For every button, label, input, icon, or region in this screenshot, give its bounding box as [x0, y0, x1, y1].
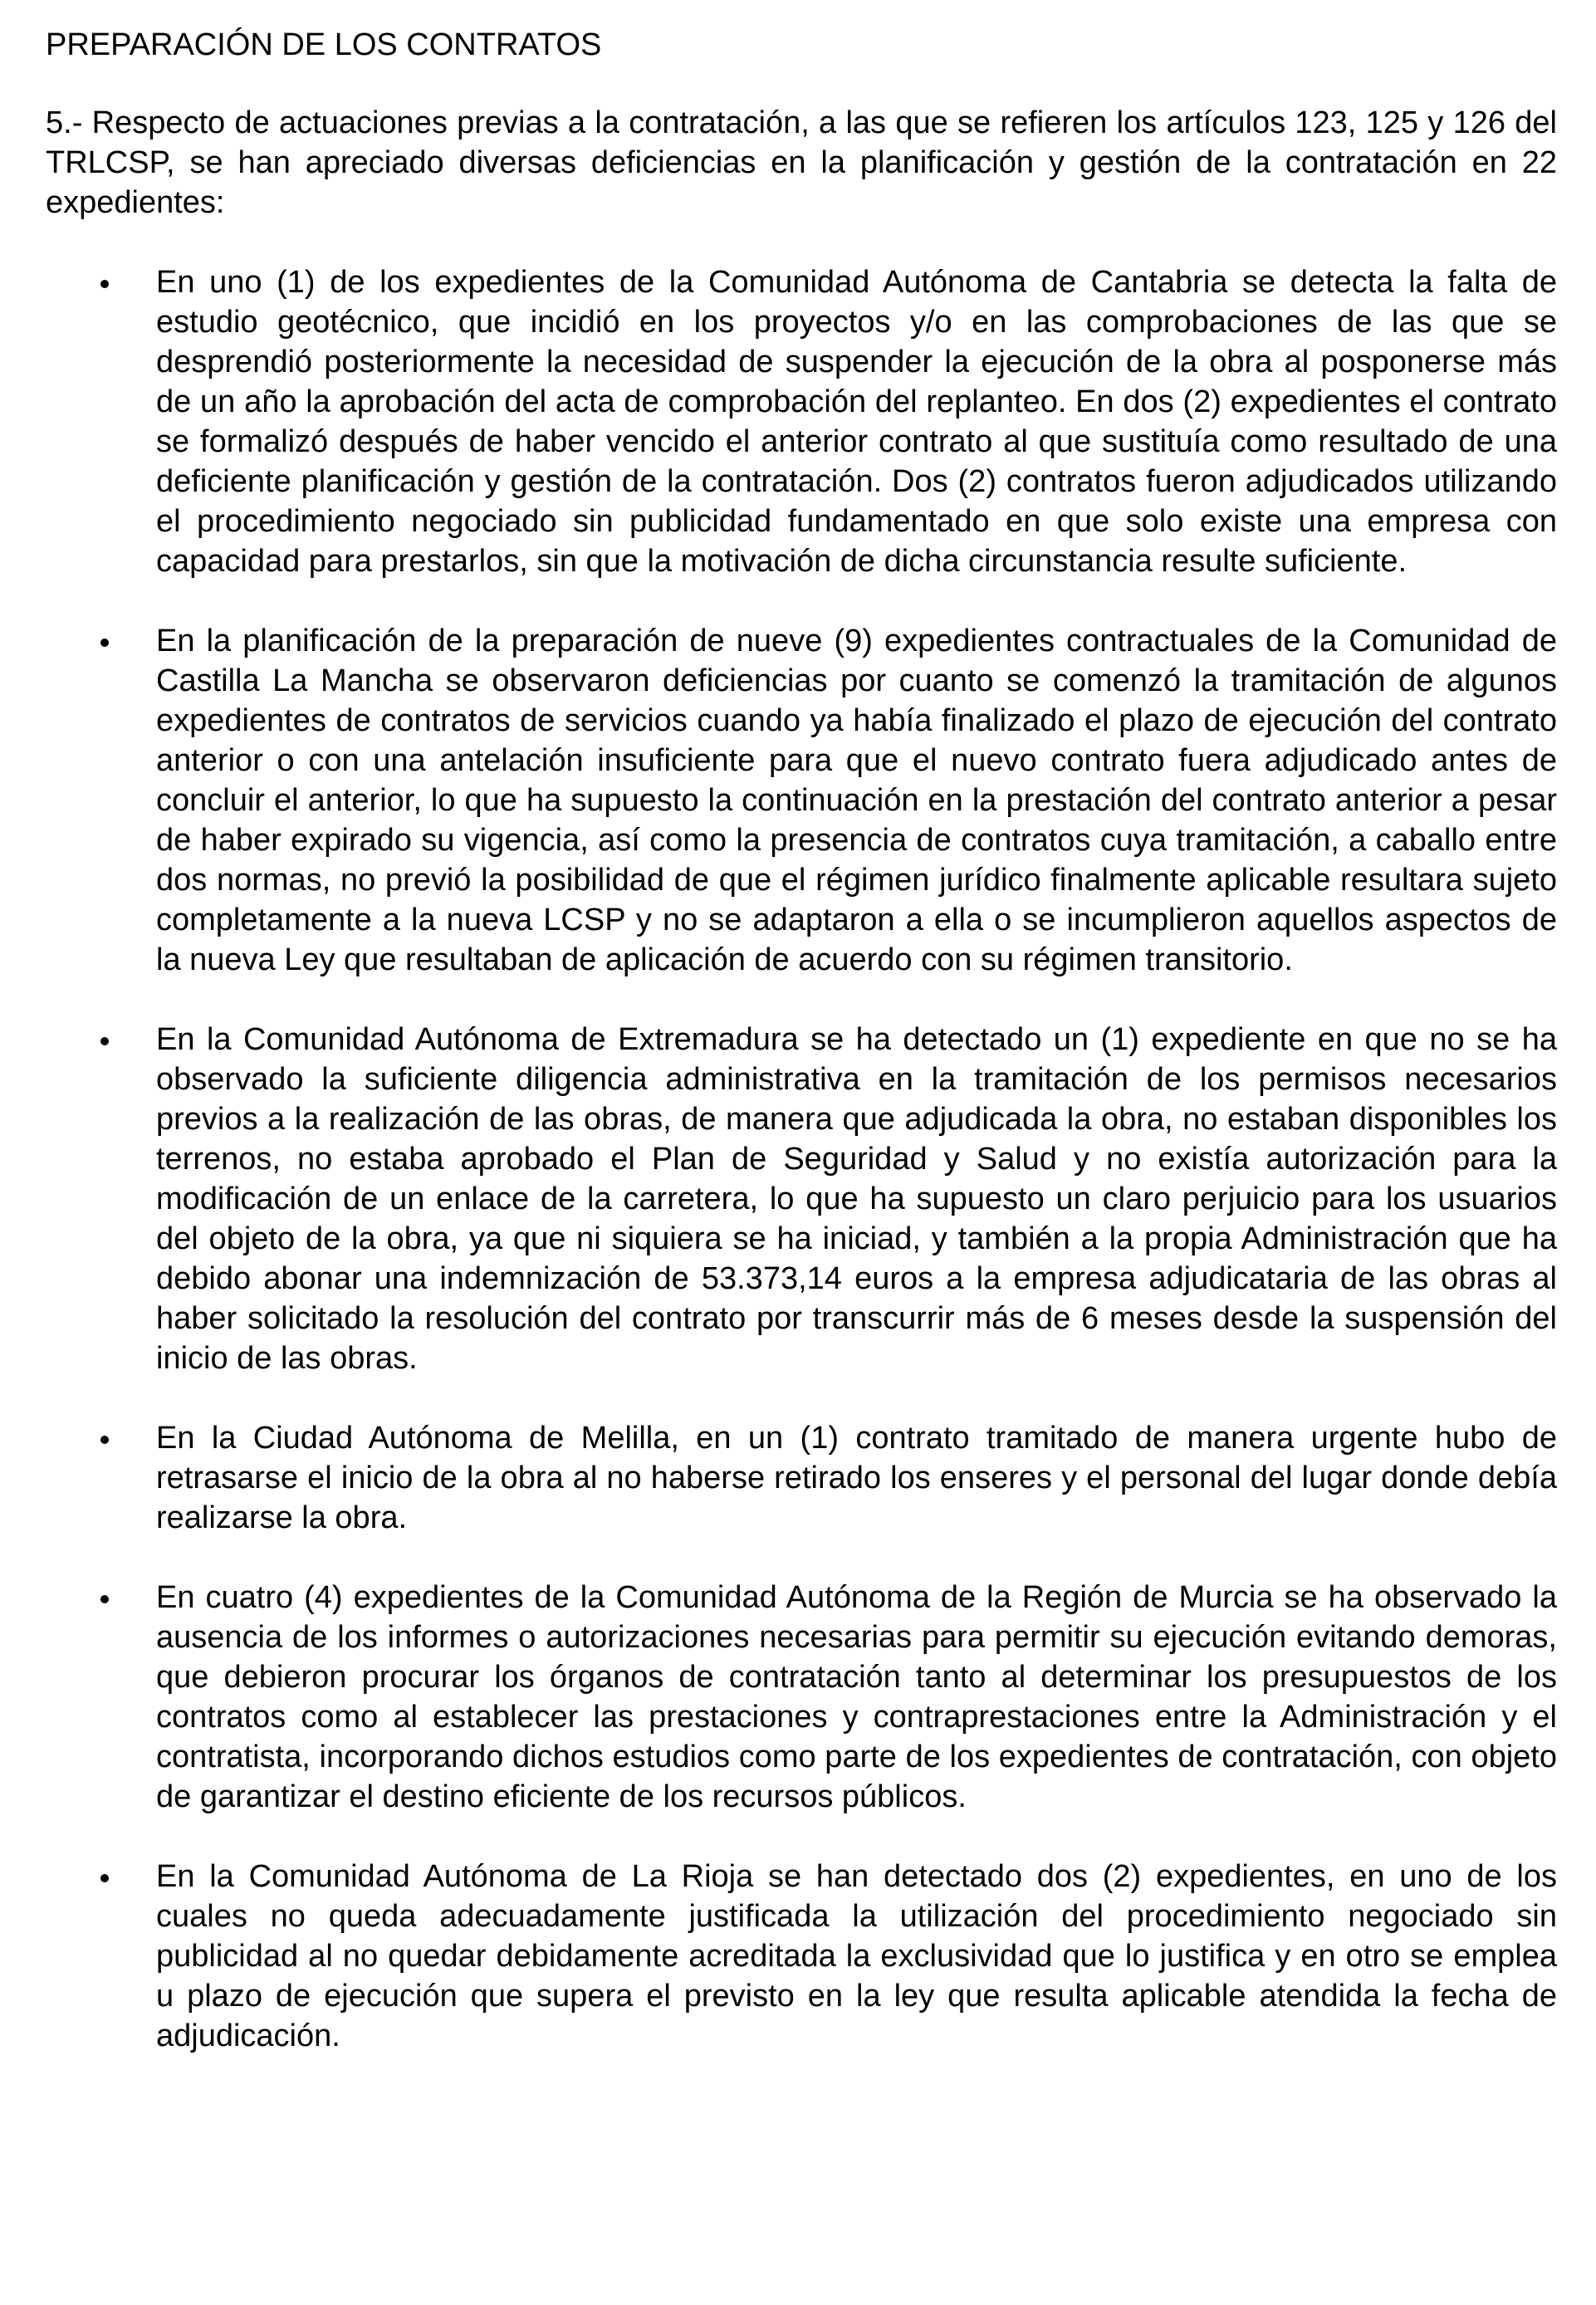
bullet-item-cantabria	[46, 262, 1557, 581]
bullet-icon	[100, 1874, 109, 1882]
bullet-text: En la Ciudad Autónoma de Melilla, en un (1) contrato tramitado de manera urgente hubo de retrasarse el inicio de la obra al no haberse retirado los enseres y el personal del lugar donde debía realizarse la obra.	[156, 1421, 1557, 1535]
bullet-list	[46, 262, 1557, 2056]
bullet-icon	[100, 280, 109, 288]
bullet-item-la-rioja	[46, 1857, 1557, 2056]
bullet-icon	[100, 1436, 109, 1444]
bullet-text: En la Comunidad Autónoma de Extremadura se ha detectado un (1) expediente en que no se ha observado la suficiente diligencia administrativa en la tramitación de los permisos necesarios previos a la realización de las obras, de manera que adjudicada la obra, no estaban disponibles los terrenos, no estaba aprobado el Plan de Seguridad y Salud y no existía autorización para la modificación de un enlace de la carretera, lo que ha supuesto un claro perjuicio para los usuarios del objeto de la obra, ya que ni siquiera se ha iniciad, y también a la propia Administración que ha debido abonar una indemnización de 53.373,14 euros a la empresa adjudicataria de las obras al haber solicitado la resolución del contrato por transcurrir más de 6 meses desde la suspensión del inicio de las obras.	[156, 1022, 1557, 1376]
section-heading: PREPARACIÓN DE LOS CONTRATOS	[46, 27, 602, 62]
bullet-icon	[100, 1595, 109, 1603]
bullet-item-melilla	[46, 1418, 1557, 1538]
bullet-text: En uno (1) de los expedientes de la Comunidad Autónoma de Cantabria se detecta la falta de estudio geotécnico, que incidió en los proyectos y/o en las comprobaciones de las que se desprendió posteriormente la necesidad de suspender la ejecución de la obra al posponerse más de un año la aprobación del acta de comprobación del replanteo. En dos (2) expedientes el contrato se formalizó después de haber vencido el anterior contrato al que sustituía como resultado de una deficiente planificación y gestión de la contratación. Dos (2) contratos fueron adjudicados utilizando el procedimiento negociado sin publicidad fundamentado en que solo existe una empresa con capacidad para prestarlos, sin que la motivación de dicha circunstancia resulte suficiente.	[156, 265, 1557, 579]
bullet-icon	[100, 1037, 109, 1045]
bullet-item-murcia	[46, 1578, 1557, 1817]
bullet-text: En la Comunidad Autónoma de La Rioja se han detectado dos (2) expedientes, en uno de los cuales no queda adecuadamente justificada la utilización del procedimiento negociado sin publicidad al no quedar debidamente acreditada la exclusividad que lo justifica y en otro se emplea u plazo de ejecución que supera el previsto en la ley que resulta aplicable atendida la fecha de adjudicación.	[156, 1859, 1557, 2053]
bullet-item-castilla-la-mancha	[46, 621, 1557, 980]
intro-paragraph: 5.- Respecto de actuaciones previas a la contratación, a las que se refieren los artículos 123, 125 y 126 del TRLCSP, se han apreciado diversas deficiencias en la planificación y gestión de la contratación en 22 expedientes:	[46, 105, 1557, 220]
document-page	[46, 25, 1557, 2096]
bullet-item-extremadura	[46, 1020, 1557, 1378]
bullet-text: En la planificación de la preparación de nueve (9) expedientes contractuales de la Comunidad de Castilla La Mancha se observaron deficiencias por cuanto se comenzó la tramitación de algunos expedientes de contratos de servicios cuando ya había finalizado el plazo de ejecución del contrato anterior o con una antelación insuficiente para que el nuevo contrato fuera adjudicado antes de concluir el anterior, lo que ha supuesto la continuación en la prestación del contrato anterior a pesar de haber expirado su vigencia, así como la presencia de contratos cuya tramitación, a caballo entre dos normas, no previó la posibilidad de que el régimen jurídico finalmente aplicable resultara sujeto completamente a la nueva LCSP y no se adaptaron a ella o se incumplieron aquellos aspectos de la nueva Ley que resultaban de aplicación de acuerdo con su régimen transitorio.	[156, 624, 1557, 977]
bullet-text: En cuatro (4) expedientes de la Comunidad Autónoma de la Región de Murcia se ha observado la ausencia de los informes o autorizaciones necesarias para permitir su ejecución evitando demoras, que debieron procurar los órganos de contratación tanto al determinar los presupuestos de los contratos como al establecer las prestaciones y contraprestaciones entre la Administración y el contratista, incorporando dichos estudios como parte de los expedientes de contratación, con objeto de garantizar el destino eficiente de los recursos públicos.	[156, 1580, 1557, 1814]
bullet-icon	[100, 639, 109, 647]
